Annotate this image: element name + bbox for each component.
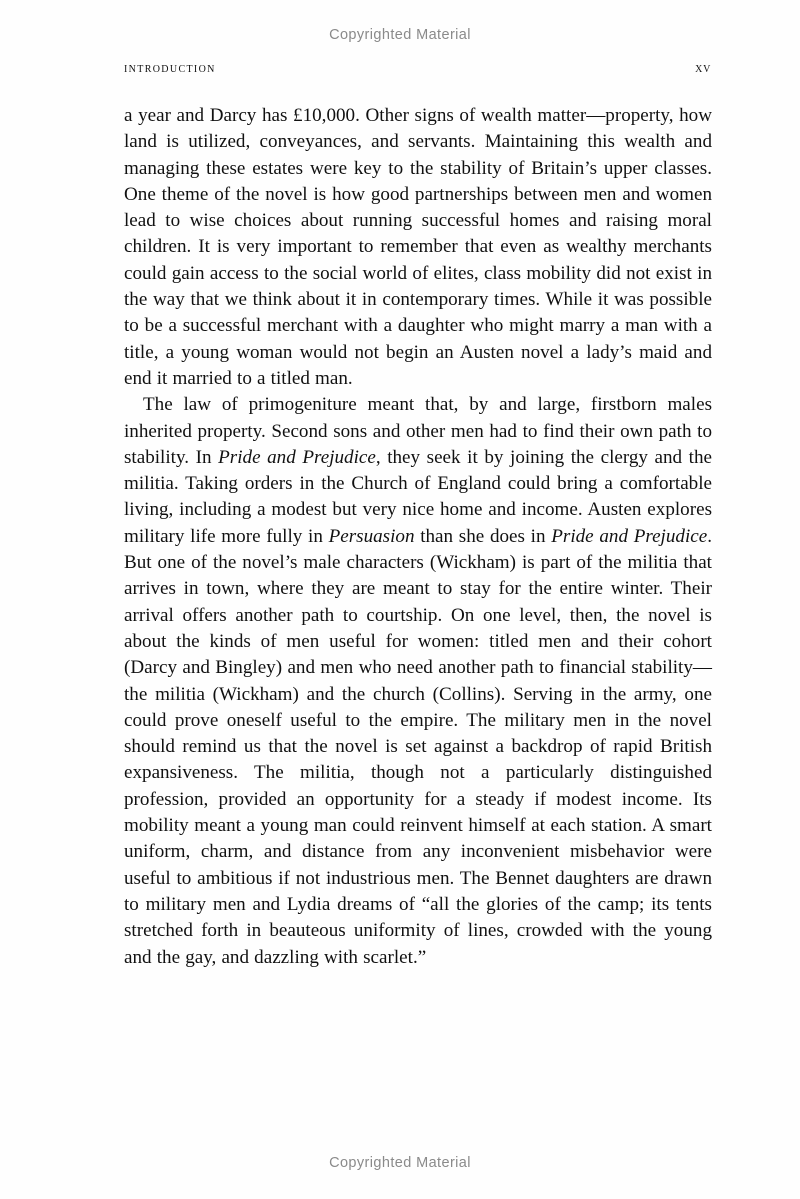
page-number: xv (695, 60, 711, 76)
copyright-watermark-bottom: Copyrighted Material (329, 1155, 471, 1171)
copyright-watermark-top: Copyrighted Material (329, 27, 471, 43)
running-head (124, 60, 711, 77)
paragraph-2 (124, 392, 712, 971)
italic-title: Pride and Prejudice (218, 446, 376, 468)
currency-amount: 10,000 (302, 105, 356, 126)
italic-title: Persuasion (328, 525, 415, 547)
text-run: The law of primogeniture meant that, by and large, firstborn males inherited property. Second sons and other men had to find their own path to stability. In (124, 394, 712, 468)
text-run: a year and Darcy has £ (124, 105, 303, 126)
text-run: , they seek it by joining the clergy and the militia. Taking orders in the Church of England could bring a comfortable living, including a modest but very nice home and income. Austen explores military life more fully in (124, 446, 712, 547)
body-text-block (124, 103, 712, 971)
running-head-title: introduction (124, 60, 216, 76)
text-run: . But one of the novel’s male characters (Wickham) is part of the militia that arrives in town, where they are meant to stay for the entire winter. Their arrival offers another path to courtship. On one level, then, the novel is about the kinds of men useful for women: titled men and their cohort (Darcy and Bingley) and men who need another path to financial stability—the militia (Wickham) and the church (Collins). Serving in the army, one could prove oneself useful to the empire. The military men in the novel should remind us that the novel is set against a backdrop of rapid British expansiveness. The militia, though not a particularly distinguished profession, provided an opportunity for a steady if modest income. Its mobility meant a young man could reinvent himself at each station. A smart uniform, charm, and distance from any inconvenient misbehavior were useful to ambitious if not industrious men. The Bennet daughters are drawn to military men and Lydia dreams of “all the glories of the camp; its tents stretched forth in beauteous uniformity of lines, crowded with the young and the gay, and dazzling with scarlet.” (124, 525, 712, 968)
text-run: than she does in (414, 525, 552, 547)
text-run: . Other signs of wealth matter—property, how land is utilized, conveyances, and servants. Maintaining this wealth and managing these estates were key to the stability of Britain’s upper classes. One theme of the novel is how good partnerships between men and women lead to wise choices about running successful homes and raising moral children. It is very important to remember that even as wealthy merchants could gain access to the social world of elites, class mobility did not exist in the way that we think about it in contemporary times. While it was possible to be a successful merchant with a daughter who might marry a man with a title, a young woman would not begin an Austen novel a lady’s maid and end it married to a titled man. (124, 105, 712, 389)
italic-title: Pride and Prejudice (551, 525, 708, 547)
paragraph-1 (124, 103, 712, 392)
